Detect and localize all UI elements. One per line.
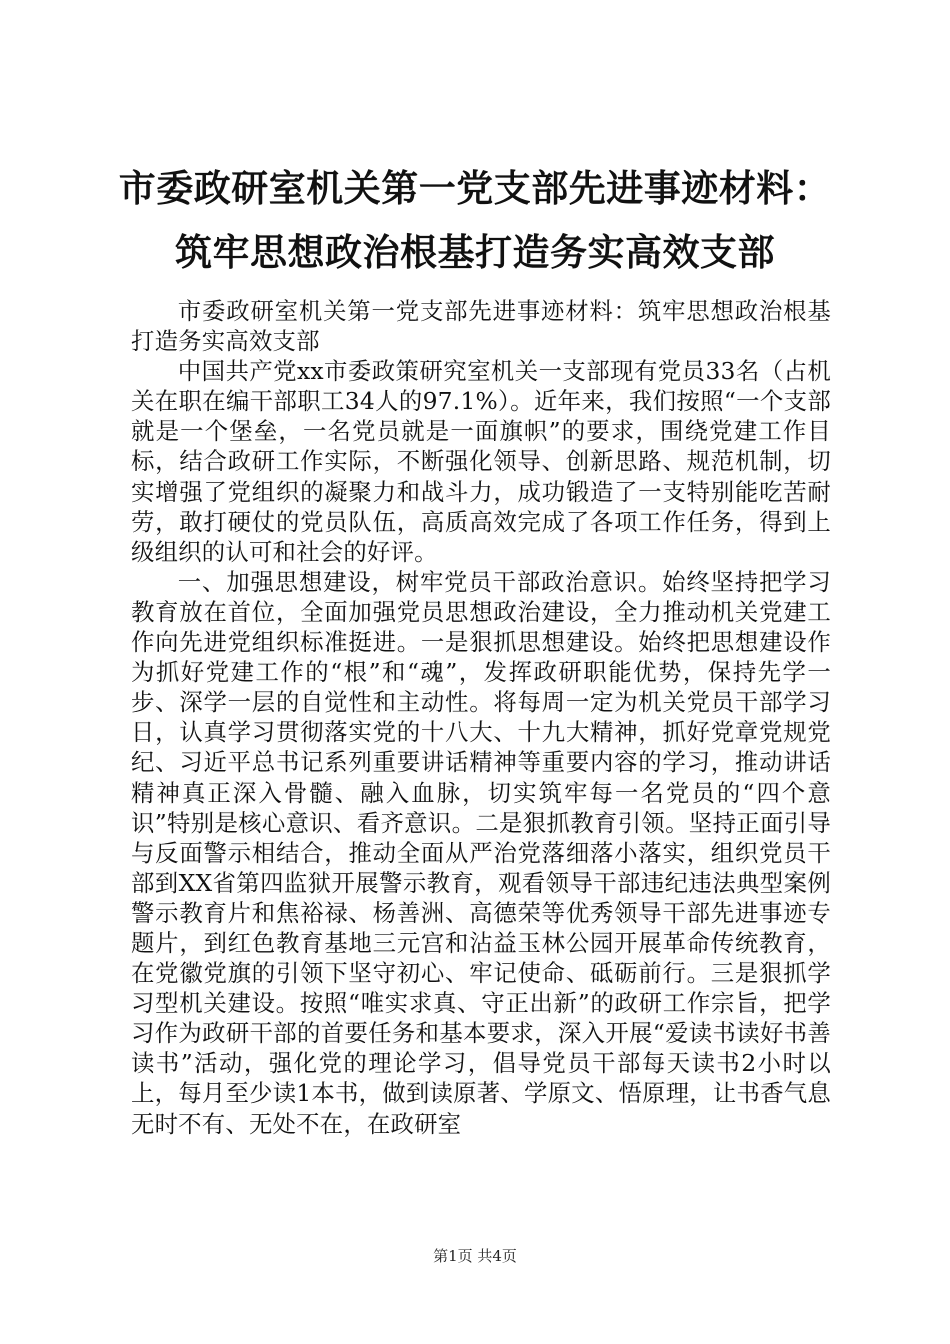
document-body xyxy=(131,296,831,1139)
document-title: 市委政研室机关第一党支部先进事迹材料：筑牢思想政治根基打造务实高效支部 xyxy=(118,166,832,274)
paragraph-overview: 中国共产党xx市委政策研究室机关一支部现有党员33名（占机关在职在编干部职工34人的97.1%）。近年来，我们按照“一个支部就是一个堡垒，一名党员就是一面旗帜”的要求，围绕党建工作目标，结合政研工作实际，不断强化领导、创新思路、规范机制，切实增强了党组织的凝聚力和战斗力，成功锻造了一支特别能吃苦耐劳，敢打硬仗的党员队伍，高质高效完成了各项工作任务，得到上级组织的认可和社会的好评。 xyxy=(131,357,831,566)
paragraph-intro-title: 市委政研室机关第一党支部先进事迹材料：筑牢思想政治根基打造务实高效支部 xyxy=(131,297,831,356)
paragraph-section-one: 一、加强思想建设，树牢党员干部政治意识。始终坚持把学习教育放在首位，全面加强党员思想政治建设，全力推动机关党建工作向先进党组织标准挺进。一是狠抓思想建设。始终把思想建设作为抓好党建工作的“根”和“魂”，发挥政研职能优势，保持先学一步、深学一层的自觉性和主动性。将每周一定为机关党员干部学习日，认真学习贯彻落实党的十八大、十九大精神，抓好党章党规党纪、习近平总书记系列重要讲话精神等重要内容的学习，推动讲话精神真正深入骨髓、融入血脉，切实筑牢每一名党员的“四个意识”特别是核心意识、看齐意识。二是狠抓教育引领。坚持正面引导与反面警示相结合，推动全面从严治党落细落小落实，组织党员干部到XX省第四监狱开展警示教育，观看领导干部违纪违法典型案例警示教育片和焦裕禄、杨善洲、高德荣等优秀领导干部先进事迹专题片，到红色教育基地三元宫和沾益玉林公园开展革命传统教育，在党徽党旗的引领下坚守初心、牢记使命、砥砺前行。三是狠抓学习型机关建设。按照“唯实求真、守正出新”的政研工作宗旨，把学习作为政研干部的首要任务和基本要求，深入开展“爱读书读好书善读书”活动，强化党的理论学习，倡导党员干部每天读书2小时以上，每月至少读1本书，做到读原著、学原文、悟原理，让书香气息无时不有、无处不在，在政研室 xyxy=(131,567,831,1138)
page-number-footer: 第1页 共4页 xyxy=(433,1247,517,1265)
